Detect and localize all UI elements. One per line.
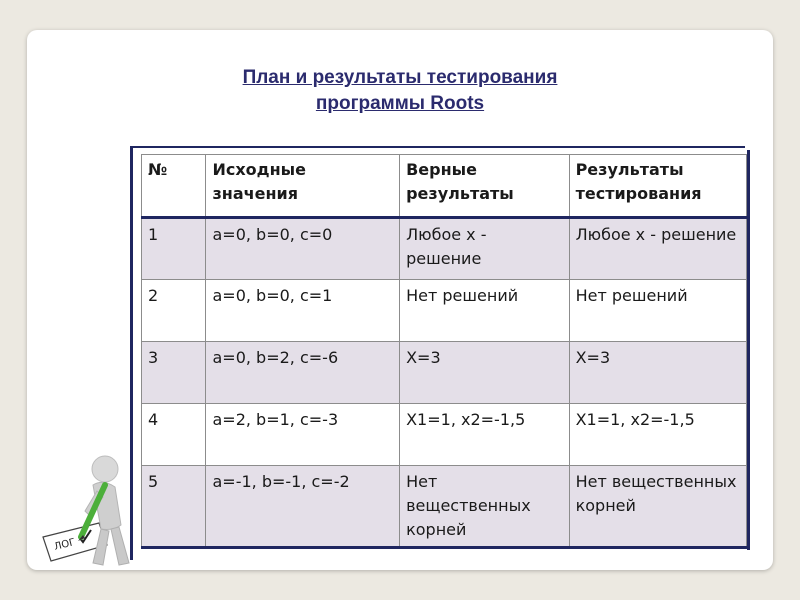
table-row — [142, 342, 747, 404]
cell-expected: Нет решений — [400, 280, 569, 342]
frame-line-top — [130, 146, 745, 148]
slide-title — [27, 65, 773, 117]
header-number: № — [142, 155, 206, 218]
figure-with-pencil-illustration — [41, 445, 131, 575]
cell-number: 2 — [142, 280, 206, 342]
table-row — [142, 466, 747, 548]
cell-input: a=0, b=0, c=1 — [206, 280, 400, 342]
header-test-results: Результаты тестирования — [569, 155, 746, 218]
slide — [27, 30, 773, 570]
board-text: ЛОГ — [53, 537, 77, 553]
cell-expected: Нет вещественных корней — [400, 466, 569, 548]
cell-result: Любое x - решение — [569, 218, 746, 280]
cell-result: Нет решений — [569, 280, 746, 342]
table-row — [142, 404, 747, 466]
cell-number: 4 — [142, 404, 206, 466]
cell-result: X1=1, x2=-1,5 — [569, 404, 746, 466]
frame-line-right — [747, 150, 750, 550]
cell-expected: X=3 — [400, 342, 569, 404]
cell-number: 5 — [142, 466, 206, 548]
figure-leg-right — [111, 527, 129, 565]
cell-expected: X1=1, x2=-1,5 — [400, 404, 569, 466]
header-input-values: Исходные значения — [206, 155, 400, 218]
cell-number: 1 — [142, 218, 206, 280]
test-results-table — [141, 154, 747, 549]
cell-input: a=2, b=1, c=-3 — [206, 404, 400, 466]
title-line-2: программы Roots — [315, 93, 485, 114]
table-row — [142, 218, 747, 280]
title-line-1: План и результаты тестирования — [242, 67, 558, 88]
cell-result: Нет вещественных корней — [569, 466, 746, 548]
cell-input: a=0, b=0, c=0 — [206, 218, 400, 280]
table-row — [142, 280, 747, 342]
cell-expected: Любое x - решение — [400, 218, 569, 280]
cell-input: a=-1, b=-1, c=-2 — [206, 466, 400, 548]
header-expected-results: Верные результаты — [400, 155, 569, 218]
table-header-row — [142, 155, 747, 218]
cell-number: 3 — [142, 342, 206, 404]
figure-head — [92, 456, 118, 482]
cell-result: X=3 — [569, 342, 746, 404]
cell-input: a=0, b=2, c=-6 — [206, 342, 400, 404]
